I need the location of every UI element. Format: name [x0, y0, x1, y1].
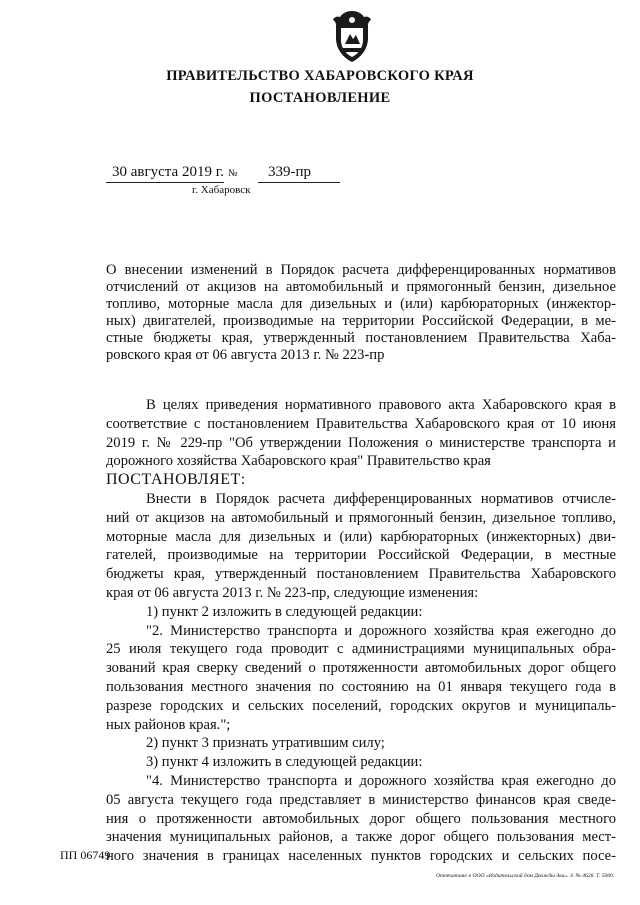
quote-2-line: 25 июля текущего года проводит с администрациями муниципальных обра- [106, 641, 616, 658]
coat-of-arms-emblem [326, 8, 378, 64]
preamble-line: В целях приведения нормативного правового акта Хабаровского края в [146, 397, 616, 413]
subject-line: ровского края от 06 августа 2013 г. № 223-пр [106, 347, 385, 363]
subject-line: ных) двигателей, производимые на территории Российской Федерации, в ме- [106, 313, 616, 329]
quote-2-line: ных районов края."; [106, 716, 231, 733]
date-underline [106, 182, 224, 183]
quote-4-line: 05 августа текущего года представляет в министерство финансов края сведе- [106, 791, 616, 808]
document-body [106, 396, 616, 866]
preamble-line: соответствие с постановлением Правительства Хабаровского края от 10 июня [106, 415, 616, 432]
subject-line: отчислений от акцизов на автомобильный и прямогонный бензин, дизельное [106, 279, 616, 295]
preamble-line: 2019 г. № 229-пр "Об утверждении Положения о министерстве транспорта и [106, 434, 616, 451]
quote-4-line: ного значения в границах населенных пунктов городских и сельских посе- [106, 848, 616, 865]
item-2: 2) пункт 3 признать утратившим силу; [146, 735, 385, 752]
resolves-heading: ПОСТАНОВЛЯЕТ: [106, 471, 246, 489]
subject-line: стные бюджеты края, утвержденный постановлением Правительства Хаба- [106, 330, 616, 346]
document-number: 339-пр [268, 164, 312, 180]
intro-line: края от 06 августа 2013 г. № 223-пр, следующие изменения: [106, 584, 479, 601]
printer-imprint: Отпечатано в ООО «Издательский дом Дважды два». З. № 4626. Т. 5000. [436, 873, 615, 879]
document-code: ПП 06749 [60, 848, 111, 862]
item-1: 1) пункт 2 изложить в следующей редакции: [146, 603, 423, 620]
intro-line: Внести в Порядок расчета дифференцированных нормативов отчисле- [146, 490, 616, 507]
intro-line: гателей, производимые на территории Российской Федерации, в местные [106, 547, 616, 564]
quote-4-line: "4. Министерство транспорта и дорожного хозяйства края ежегодно до [146, 772, 616, 789]
quote-2-line: разрезе городских и сельских поселений, городских округов и муниципаль- [106, 697, 616, 714]
quote-2-line: "2. Министерство транспорта и дорожного хозяйства края ежегодно до [146, 622, 616, 639]
document-city: г. Хабаровск [192, 184, 251, 196]
subject-line: топливо, моторные масла для дизельных и (или) карбюраторных (инжектор- [106, 296, 616, 312]
document-type-title: ПОСТАНОВЛЕНИЕ [249, 90, 391, 106]
document-date: 30 августа 2019 г. [112, 164, 224, 180]
number-sign: № [228, 168, 238, 179]
quote-2-line: пользования местного значения по состоянию на 01 января текущего года в [106, 678, 616, 695]
intro-line: ний от акцизов на автомобильный и прямогонный бензин, дизельное топливо, [106, 509, 616, 526]
item-3: 3) пункт 4 изложить в следующей редакции: [146, 754, 423, 771]
intro-line: моторные масла для дизельных и (или) карбюраторных (инжекторных) дви- [106, 528, 616, 545]
subject-line: О внесении изменений в Порядок расчета дифференцированных нормативов [106, 262, 616, 278]
preamble-line: дорожного хозяйства Хабаровского края" Правительство края [106, 453, 491, 470]
document-subject [106, 262, 616, 364]
quote-4-line: ния о протяженности автомобильных дорог общего пользования местного [106, 810, 616, 827]
intro-line: бюджеты края, утвержденный постановлением Правительства Хабаровского [106, 566, 616, 583]
quote-2-line: зований края сверку сведений о протяженности автомобильных дорог общего [106, 660, 616, 677]
government-title: ПРАВИТЕЛЬСТВО ХАБАРОВСКОГО КРАЯ [166, 68, 474, 84]
quote-4-line: значения муниципальных районов, а также дорог общего пользования мест- [106, 829, 616, 846]
number-underline [258, 182, 340, 183]
